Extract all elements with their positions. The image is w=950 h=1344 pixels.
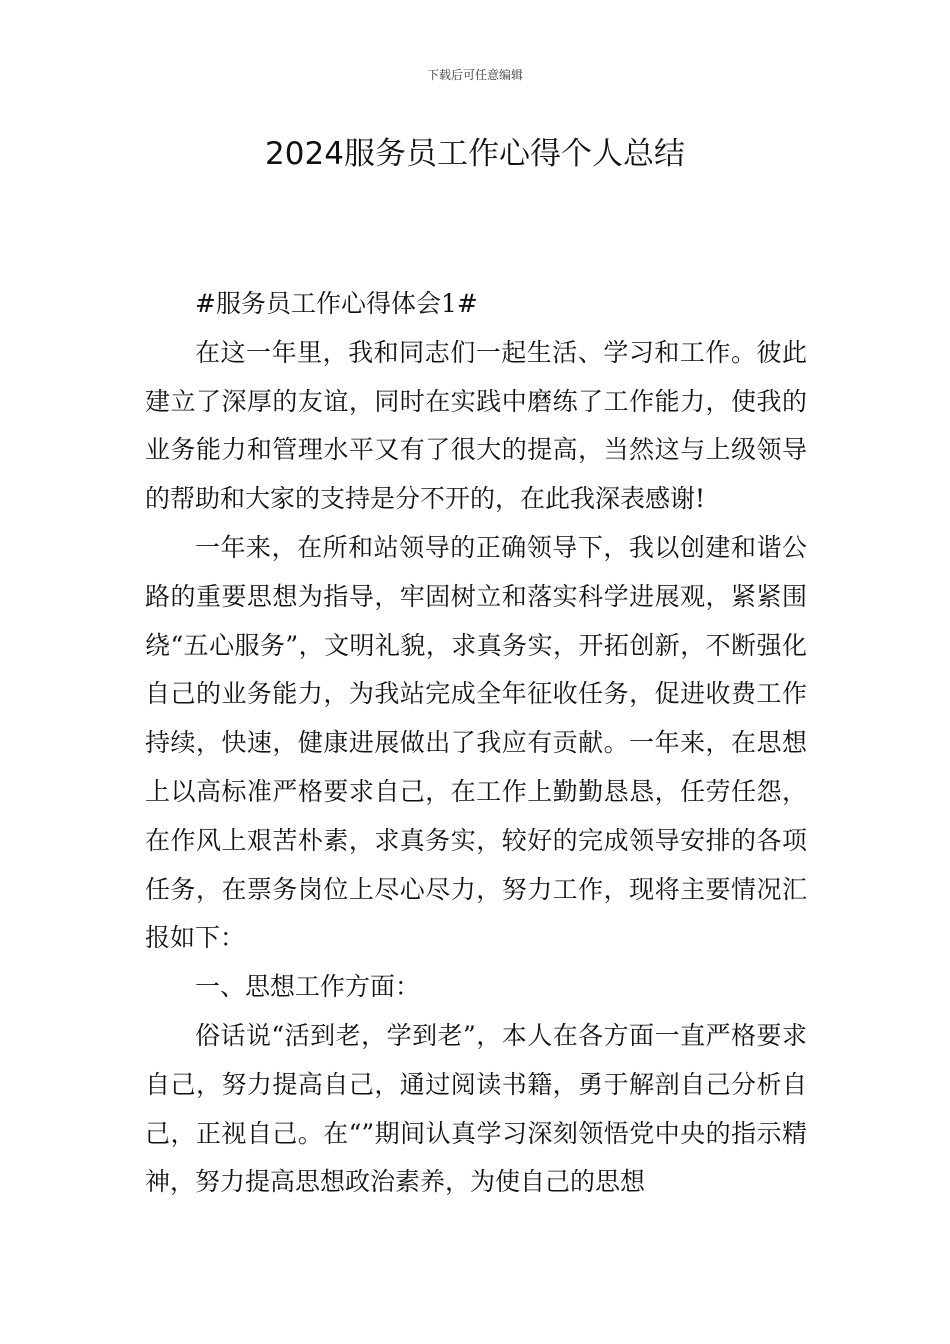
section-heading: #服务员工作心得体会1# [195,289,478,318]
document-title: 2024服务员工作心得个人总结 [265,136,685,172]
section-heading: 一、思想工作方面： [195,972,421,1002]
body-paragraph: 一年来，在所和站领导的正确领导下，我以创建和谐公路的重要思想为指导，牢固树立和落实科学进展观，紧紧围绕“五心服务”，文明礼貌，求真务实，开拓创新，不断强化自己的业务能力，为我站完成全年征收任务，促进收费工作持续，快速，健康进展做出了我应有贡献。一年来，在思想上以高标准严格要求自己，在工作上勤勤恳恳，任劳任怨，在作风上艰苦朴素，求真务实，较好的完成领导安排的各项任务，在票务岗位上尽心尽力，努力工作，现将主要情况汇报如下： [145,532,807,953]
body-paragraph: 俗话说“活到老，学到老”，本人在各方面一直严格要求自己，努力提高自己，通过阅读书籍，勇于解剖自己分析自己，正视自己。在“”期间认真学习深刻领悟党中央的指示精神，努力提高思想政治素养，为使自己的思想 [145,1020,807,1197]
document-body [145,280,807,1207]
body-paragraph: 在这一年里，我和同志们一起生活、学习和工作。彼此建立了深厚的友谊，同时在实践中磨练了工作能力，使我的业务能力和管理水平又有了很大的提高，当然这与上级领导的帮助和大家的支持是分不开的，在此我深表感谢! [145,337,807,514]
header-note: 下载后可任意编辑 [426,68,523,82]
